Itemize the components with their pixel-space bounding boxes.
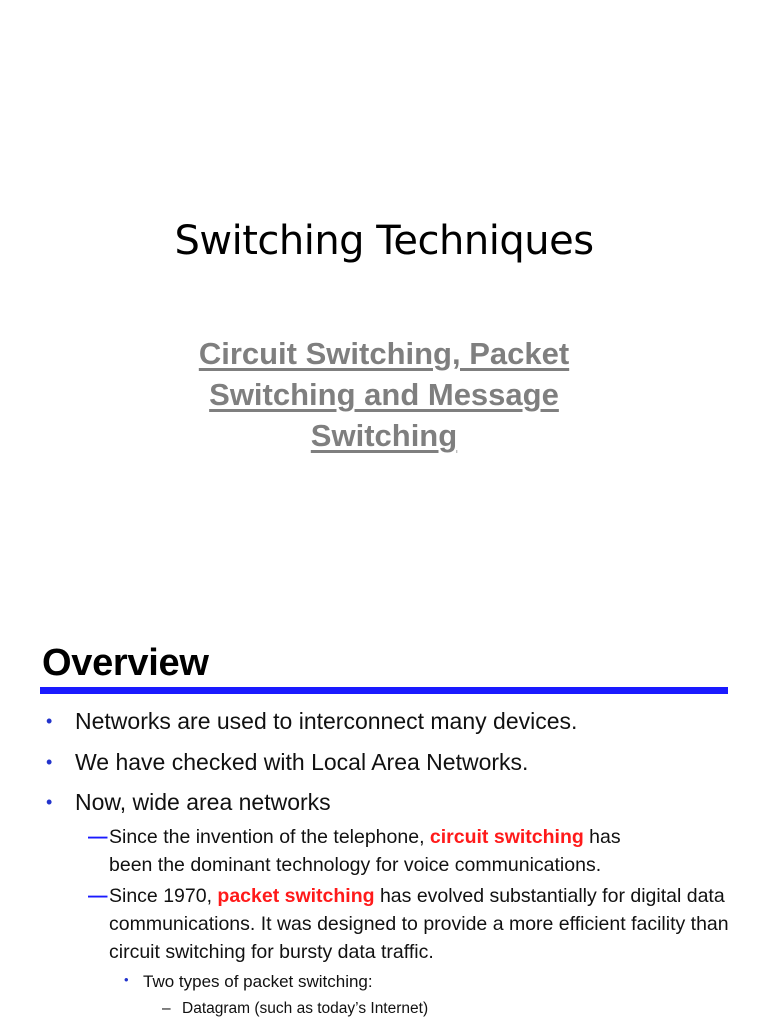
bullet-icon: • [124,972,129,987]
subtitle-line-2: Switching and Message [209,377,559,412]
subtitle-line-3: Switching [310,418,458,453]
slide-subtitle [134,333,634,456]
text-fragment: has evolved substantially for digital data communications. It was designed to provide a more efficient facility than circuit switching for bursty data traffic. [109,885,729,963]
bullet-text: Networks are used to interconnect many devices. [75,708,578,734]
bullet-icon: • [46,792,53,812]
bullet-text: We have checked with Local Area Networks. [75,749,529,775]
overview-heading: Overview [42,642,209,684]
sub-bullet-text [109,823,729,879]
highlight-term: circuit switching [429,826,584,848]
highlight-term: packet switching [217,885,375,907]
subtitle-line-1: Circuit Switching, Packet [198,336,570,371]
text-fragment: Since 1970, [109,885,218,907]
sub-bullet-text [109,882,729,966]
bullet-text: Now, wide area networks [75,789,331,815]
level4-bullet-text: Datagram (such as today’s Internet) [182,1000,429,1017]
text-fragment: been the dominant technology for voice communications. [109,854,602,876]
slide-title: Switching Techniques [174,218,594,264]
en-dash-icon: – [162,1000,171,1017]
bullet-icon: • [46,711,53,731]
text-fragment: Since the invention of the telephone, [109,826,430,848]
text-fragment: has [583,826,621,848]
sub-sub-bullet-text: Two types of packet switching: [143,972,373,991]
dash-icon: — [88,885,108,907]
dash-icon: — [88,826,108,848]
overview-slide [0,640,768,1024]
heading-underline-bar [40,687,728,694]
bullet-icon: • [46,752,53,772]
